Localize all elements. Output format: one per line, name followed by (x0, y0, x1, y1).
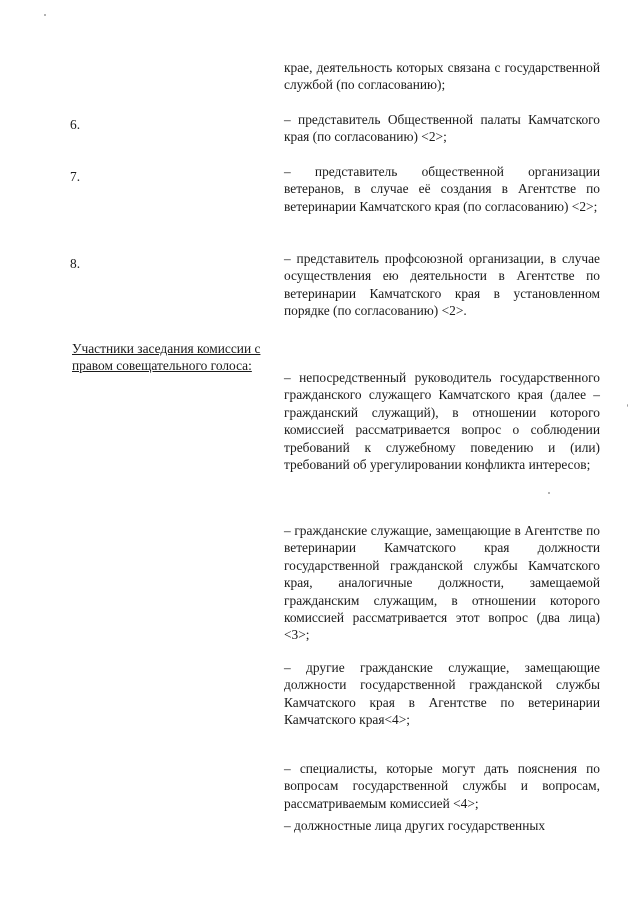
item-number-7: 7. (70, 169, 81, 184)
participant-paragraph: – специалисты, которые могут дать пояснения по вопросам государственной службы и вопросам, рассматриваемым комиссией <4>; (284, 761, 600, 811)
participant-paragraph: – должностные лица других государственных (284, 818, 546, 833)
scan-speck (627, 404, 628, 407)
item-number-8: 8. (70, 256, 81, 271)
item-text-8: – представитель профсоюзной организации, в случае осуществления ею деятельности в Агентстве по ветеринарии Камчатского края в установленном порядке (по согласованию) <2>. (284, 251, 600, 319)
item-continuation-text: крае, деятельность которых связана с государственной службой (по согласованию); (284, 60, 600, 93)
item-text-6: – представитель Общественной палаты Камчатского края (по согласованию) <2>; (284, 112, 600, 145)
item-text-7: – представитель общественной организации ветеранов, в случае её создания в Агентстве по ветеринарии Камчатского края (по согласованию) <2>; (284, 164, 600, 214)
participant-paragraph: – гражданские служащие, замещающие в Агентстве по ветеринарии Камчатского края должности государственной гражданской службы Камчатского края, аналогичные должности, замещаемой гражданским служащим, в отношении которого комиссией рассматривается этот вопрос (два лица) <3>; (284, 523, 600, 643)
participant-paragraph: – другие гражданские служащие, замещающие должности государственной гражданской службы Камчатского края в Агентстве по ветеринарии Камчатского края<4>; (284, 660, 600, 728)
participants-heading: Участники заседания комиссии с правом совещательного голоса: (72, 341, 261, 374)
scan-speck (44, 14, 46, 16)
item-number-6: 6. (70, 117, 81, 132)
scan-speck (548, 492, 550, 494)
participant-paragraph: – непосредственный руководитель государственного гражданского служащего Камчатского края (далее – гражданский служащий), в отношении которого комиссией рассматривается вопрос о соблюдении требований к служебному поведению и (или) требований об урегулировании конфликта интересов; (284, 370, 600, 473)
